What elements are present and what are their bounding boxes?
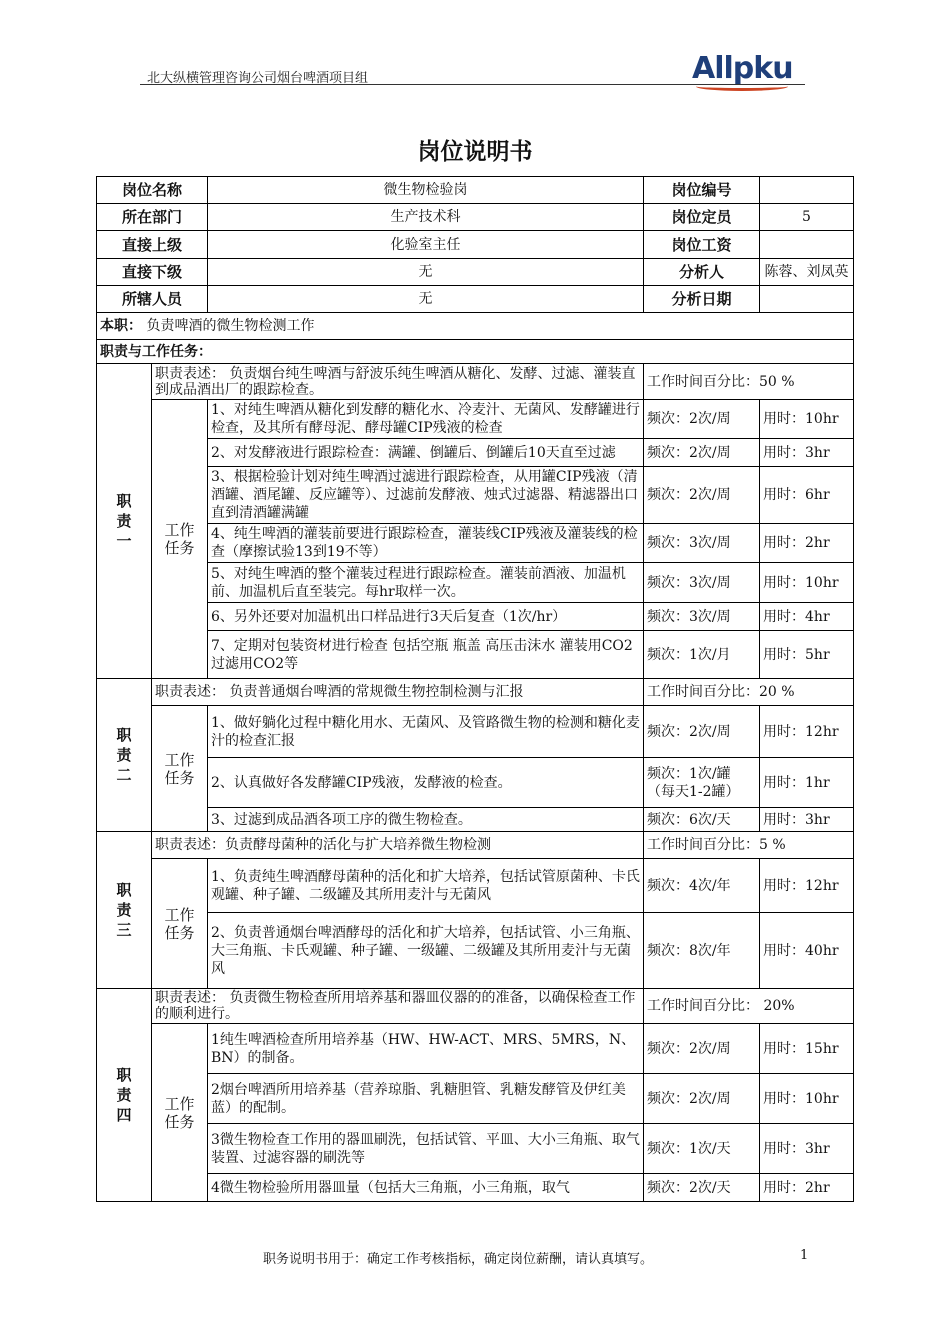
job-description-table — [96, 176, 854, 1202]
work-task-label — [152, 706, 208, 832]
task-frequency: 频次：1次/罐（每天1-2罐） — [644, 758, 760, 808]
work-task-label — [152, 400, 208, 679]
task-row — [97, 859, 854, 913]
task-text: 4微生物检验所用器皿量（包括大三角瓶，小三角瓶，取气 — [208, 1174, 644, 1202]
work-task-text: 工作任务 — [164, 905, 195, 942]
work-task-label — [152, 859, 208, 989]
task-text: 2烟台啤酒所用培养基（营养琼脂、乳糖胆管、乳糖发酵管及伊红美蓝）的配制。 — [208, 1074, 644, 1124]
duty-time-percent: 工作时间百分比： 20% — [644, 989, 854, 1024]
task-text: 1、对纯生啤酒从糖化到发酵的糖化水、冷麦汁、无菌风、发酵罐进行检查，及其所有酵母泥、酵母罐CIP残液的检查 — [208, 400, 644, 439]
task-row — [97, 524, 854, 563]
task-frequency: 频次：2次/周 — [644, 1024, 760, 1074]
task-text: 1、负责纯生啤酒酵母菌种的活化和扩大培养，包括试管原菌种、卡氏观罐、种子罐、二级罐及其所用麦汁与无菌风 — [208, 859, 644, 913]
task-text: 2、认真做好各发酵罐CIP残液，发酵液的检查。 — [208, 758, 644, 808]
duty-description: 职责表述： 负责微生物检查所用培养基和器皿仪器的的准备，以确保检查工作的顺利进行。 — [152, 989, 644, 1024]
task-duration: 用时：12hr — [760, 706, 854, 758]
task-frequency: 频次：3次/周 — [644, 603, 760, 631]
info-row — [97, 286, 854, 313]
task-frequency: 频次：1次/天 — [644, 1124, 760, 1174]
duty-name-text: 职责四 — [116, 1066, 132, 1124]
duty-description: 职责表述： 负责烟台纯生啤酒与舒波乐纯生啤酒从糖化、发酵、过滤、灌装直到成品酒出厂的跟踪检查。 — [152, 364, 644, 400]
task-row — [97, 1074, 854, 1124]
work-task-text: 工作任务 — [164, 750, 195, 787]
info-value: 陈蓉、刘凤英 — [760, 259, 854, 286]
page-title: 岗位说明书 — [417, 139, 533, 165]
task-frequency: 频次：2次/周 — [644, 439, 760, 467]
duty-name — [97, 679, 152, 832]
task-duration: 用时：2hr — [760, 524, 854, 563]
task-frequency: 频次：2次/周 — [644, 706, 760, 758]
task-duration: 用时：5hr — [760, 631, 854, 679]
duty-description: 职责表述： 负责普通烟台啤酒的常规微生物控制检测与汇报 — [152, 679, 644, 706]
page-number: 1 — [800, 1248, 809, 1263]
work-task-text: 工作任务 — [164, 1094, 195, 1131]
info-value: 无 — [208, 286, 644, 313]
duty-time-percent: 工作时间百分比：50 % — [644, 364, 854, 400]
task-duration: 用时：3hr — [760, 808, 854, 832]
main-duty — [97, 313, 854, 340]
task-text: 1、做好躺化过程中糖化用水、无菌风、及管路微生物的检测和糖化麦汁的检查汇报 — [208, 706, 644, 758]
info-label: 岗位工资 — [644, 231, 760, 259]
duties-heading — [97, 340, 854, 364]
task-text: 2、负责普通烟台啤酒酵母的活化和扩大培养，包括试管、小三角瓶、大三角瓶、卡氏观罐、种子罐、一级罐、二级罐及其所用麦汁与无菌风 — [208, 913, 644, 989]
task-frequency: 频次：6次/天 — [644, 808, 760, 832]
duty-name — [97, 364, 152, 679]
task-text: 5、对纯生啤酒的整个灌装过程进行跟踪检查。灌装前酒液、加温机前、加温机后直至装完。每hr取样一次。 — [208, 563, 644, 603]
task-row — [97, 467, 854, 524]
task-duration: 用时：1hr — [760, 758, 854, 808]
task-row — [97, 1024, 854, 1074]
task-duration: 用时：3hr — [760, 1124, 854, 1174]
task-duration: 用时：12hr — [760, 859, 854, 913]
info-value — [760, 177, 854, 204]
info-value: 5 — [760, 204, 854, 231]
task-row — [97, 706, 854, 758]
info-value: 化验室主任 — [208, 231, 644, 259]
task-text: 3、根据检验计划对纯生啤酒过滤进行跟踪检查，从用罐CIP残液（清酒罐、酒尾罐、反应罐等）、过滤前发酵液、烛式过滤器、精滤器出口直到清酒罐满罐 — [208, 467, 644, 524]
task-row — [97, 603, 854, 631]
task-duration: 用时：2hr — [760, 1174, 854, 1202]
info-label: 岗位编号 — [644, 177, 760, 204]
task-row — [97, 1124, 854, 1174]
duty-name-text: 职责二 — [116, 726, 132, 784]
task-frequency: 频次：2次/周 — [644, 1074, 760, 1124]
main-duty-text: 负责啤酒的微生物检测工作 — [146, 318, 315, 334]
duty-description: 职责表述：负责酵母菌种的活化与扩大培养微生物检测 — [152, 832, 644, 859]
footer-note: 职务说明书用于：确定工作考核指标，确定岗位薪酬，请认真填写。 — [263, 1252, 654, 1267]
task-row — [97, 913, 854, 989]
duty-name — [97, 989, 152, 1202]
task-text: 1纯生啤酒检查所用培养基（HW、HW-ACT、MRS、5MRS，N、BN）的制备。 — [208, 1024, 644, 1074]
info-label: 所在部门 — [97, 204, 208, 231]
task-frequency: 频次：1次/月 — [644, 631, 760, 679]
info-label: 分析人 — [644, 259, 760, 286]
task-text: 6、另外还要对加温机出口样品进行3天后复查（1次/hr） — [208, 603, 644, 631]
task-row — [97, 563, 854, 603]
task-text: 7、定期对包装资材进行检查 包括空瓶 瓶盖 高压击沫水 灌装用CO2 过滤用CO2等 — [208, 631, 644, 679]
task-duration: 用时：10hr — [760, 563, 854, 603]
info-value: 无 — [208, 259, 644, 286]
duty-name-text: 职责一 — [116, 492, 132, 550]
task-duration: 用时：40hr — [760, 913, 854, 989]
task-duration: 用时：4hr — [760, 603, 854, 631]
task-frequency: 频次：3次/周 — [644, 563, 760, 603]
task-text: 3、过滤到成品酒各项工序的微生物检查。 — [208, 808, 644, 832]
task-frequency: 频次：2次/周 — [644, 467, 760, 524]
duty-name-text: 职责三 — [116, 881, 132, 939]
task-text: 3微生物检查工作用的器皿刷洗，包括试管、平皿、大小三角瓶、取气装置、过滤容器的刷洗等 — [208, 1124, 644, 1174]
info-label: 所辖人员 — [97, 286, 208, 313]
task-duration: 用时：10hr — [760, 400, 854, 439]
company-logo: Allpku — [692, 51, 793, 86]
info-value — [760, 286, 854, 313]
work-task-text: 工作任务 — [164, 521, 195, 557]
task-text: 4、纯生啤酒的灌装前要进行跟踪检查，灌装线CIP残液及灌装线的检查（摩擦试验13到19不等） — [208, 524, 644, 563]
info-value — [760, 231, 854, 259]
info-label: 直接上级 — [97, 231, 208, 259]
task-duration: 用时：10hr — [760, 1074, 854, 1124]
task-frequency: 频次：4次/年 — [644, 859, 760, 913]
task-duration: 用时：3hr — [760, 439, 854, 467]
info-row — [97, 204, 854, 231]
task-text: 2、对发酵液进行跟踪检查：满罐、倒罐后、倒罐后10天直至过滤 — [208, 439, 644, 467]
task-frequency: 频次：2次/天 — [644, 1174, 760, 1202]
task-row — [97, 1174, 854, 1202]
header-org: 北大纵横管理咨询公司烟台啤酒项目组 — [147, 71, 369, 86]
info-row — [97, 259, 854, 286]
main-duty-label: 本职： — [100, 318, 142, 334]
info-row — [97, 231, 854, 259]
duty-time-percent: 工作时间百分比：5 % — [644, 832, 854, 859]
task-row — [97, 758, 854, 808]
info-row — [97, 177, 854, 204]
task-row — [97, 439, 854, 467]
task-frequency: 频次：2次/周 — [644, 400, 760, 439]
info-value: 生产技术科 — [208, 204, 644, 231]
duty-time-percent: 工作时间百分比：20 % — [644, 679, 854, 706]
duties-heading-label: 职责与工作任务： — [100, 343, 212, 360]
info-label: 岗位定员 — [644, 204, 760, 231]
info-value: 微生物检验岗 — [208, 177, 644, 204]
task-frequency: 频次：8次/年 — [644, 913, 760, 989]
work-task-label — [152, 1024, 208, 1202]
task-row — [97, 400, 854, 439]
task-duration: 用时：6hr — [760, 467, 854, 524]
duty-name — [97, 832, 152, 989]
task-duration: 用时：15hr — [760, 1024, 854, 1074]
info-label: 直接下级 — [97, 259, 208, 286]
info-label: 岗位名称 — [97, 177, 208, 204]
header-divider — [140, 84, 805, 85]
info-label: 分析日期 — [644, 286, 760, 313]
task-frequency: 频次：3次/周 — [644, 524, 760, 563]
task-row — [97, 808, 854, 832]
task-row — [97, 631, 854, 679]
